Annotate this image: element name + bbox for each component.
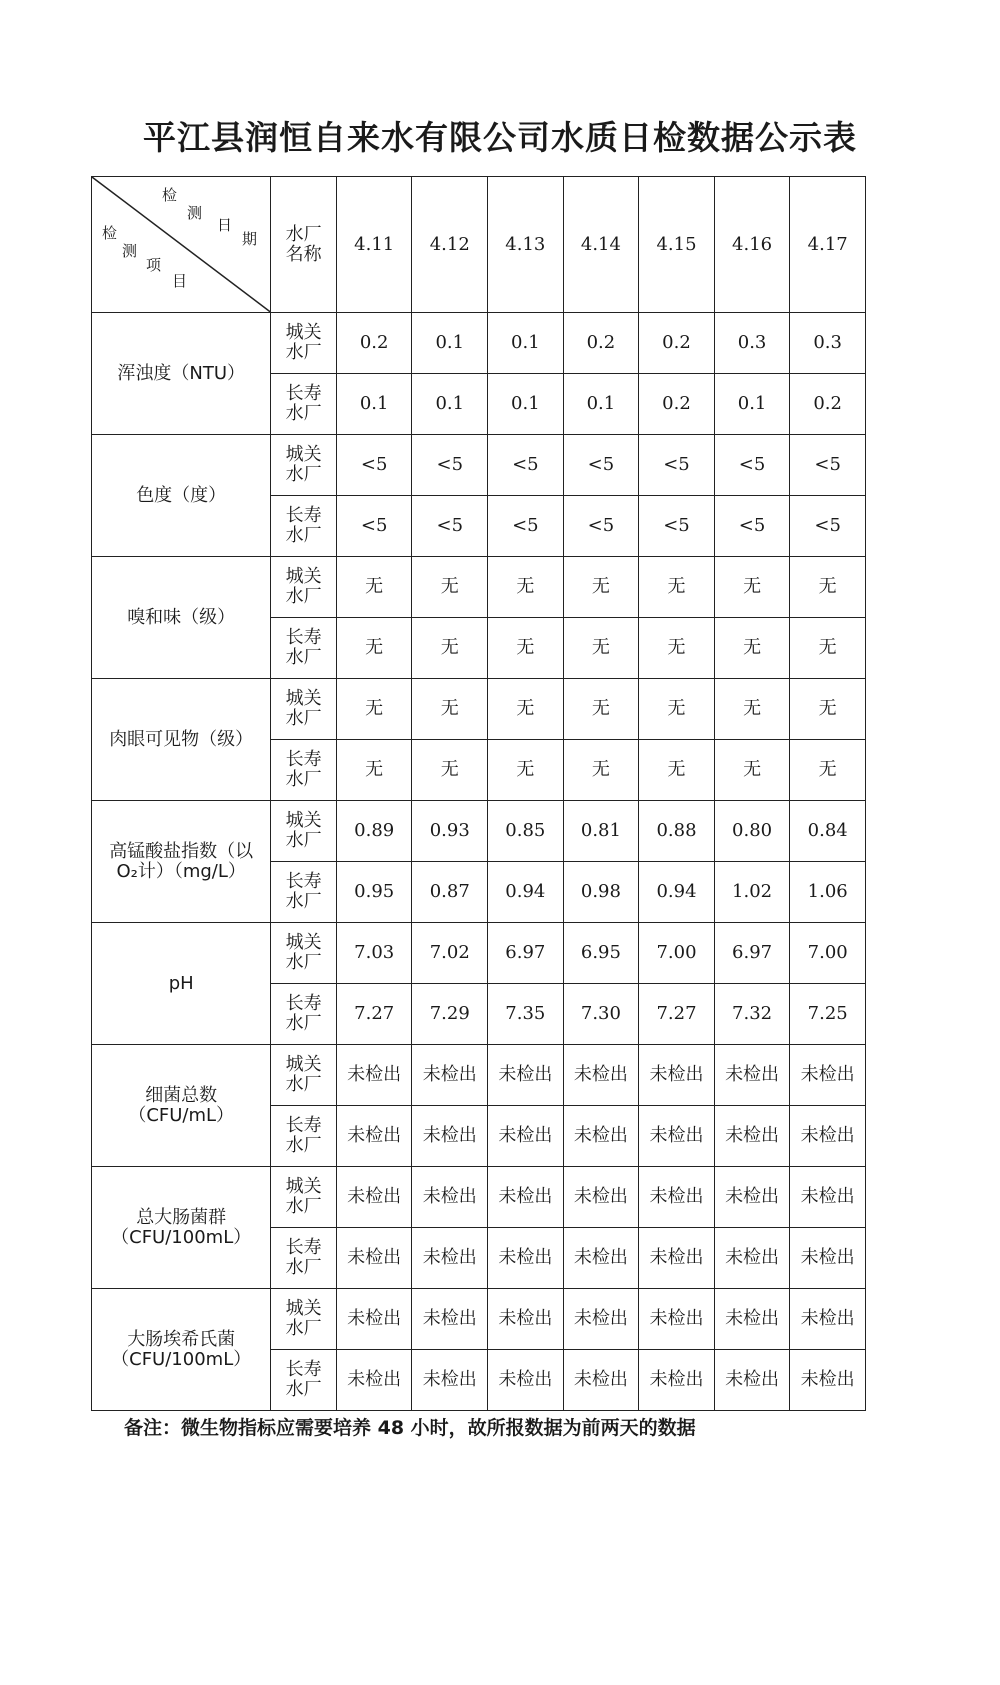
table-row	[92, 1045, 866, 1106]
footnote: 备注：微生物指标应需要培养 48 小时，故所报数据为前两天的数据	[124, 1417, 696, 1439]
value-cell: <5	[412, 435, 488, 496]
plant-name-line: 城关	[285, 322, 322, 344]
value-cell: 0.1	[488, 313, 564, 374]
plant-name-cell	[271, 557, 337, 618]
value-cell: 无	[412, 679, 488, 740]
value-cell: 未检出	[488, 1045, 564, 1106]
plant-name-line: 城关	[285, 444, 322, 466]
value-cell: 未检出	[412, 1106, 488, 1167]
value-cell: <5	[336, 435, 412, 496]
test-item-cell	[92, 923, 271, 1045]
plant-name-cell	[271, 1167, 337, 1228]
plant-name-line: 城关	[285, 1298, 322, 1320]
plant-name-cell	[271, 1350, 337, 1411]
plant-name-line: 水厂	[285, 464, 322, 485]
date-header: 4.11	[336, 177, 412, 313]
value-cell: 7.29	[412, 984, 488, 1045]
value-cell: 6.97	[488, 923, 564, 984]
plant-name-line: 水厂	[285, 1135, 322, 1156]
plant-name-line: 水厂	[285, 1013, 322, 1034]
diag-bottom-char: 检	[102, 224, 118, 242]
value-cell: 未检出	[790, 1106, 866, 1167]
value-cell: 无	[790, 557, 866, 618]
value-cell: 无	[336, 679, 412, 740]
plant-name-line: 长寿	[285, 505, 322, 527]
value-cell: 未检出	[563, 1228, 639, 1289]
value-cell: 未检出	[639, 1350, 715, 1411]
value-cell: 0.3	[790, 313, 866, 374]
value-cell: 0.1	[412, 313, 488, 374]
value-cell: 7.25	[790, 984, 866, 1045]
value-cell: 未检出	[488, 1167, 564, 1228]
value-cell: 未检出	[790, 1045, 866, 1106]
value-cell: <5	[488, 435, 564, 496]
value-cell: <5	[790, 435, 866, 496]
date-header: 4.14	[563, 177, 639, 313]
value-cell: 0.3	[714, 313, 790, 374]
plant-name-header-line2: 名称	[285, 243, 322, 265]
value-cell: 无	[336, 557, 412, 618]
plant-name-line: 水厂	[285, 403, 322, 424]
plant-name-line: 长寿	[285, 871, 322, 893]
value-cell: 7.35	[488, 984, 564, 1045]
value-cell: 0.2	[563, 313, 639, 374]
value-cell: 未检出	[714, 1045, 790, 1106]
plant-name-cell	[271, 923, 337, 984]
value-cell: 未检出	[563, 1289, 639, 1350]
plant-name-cell	[271, 1289, 337, 1350]
diag-bottom-char: 目	[172, 272, 188, 290]
test-item-name: pH	[168, 972, 194, 994]
diag-top-char: 期	[242, 230, 258, 248]
value-cell: 未检出	[488, 1228, 564, 1289]
value-cell: 无	[563, 618, 639, 679]
date-header: 4.17	[790, 177, 866, 313]
plant-name-line: 长寿	[285, 749, 322, 771]
test-item-cell	[92, 435, 271, 557]
plant-name-line: 城关	[285, 566, 322, 588]
value-cell: 7.27	[639, 984, 715, 1045]
plant-name-line: 长寿	[285, 1237, 322, 1259]
value-cell: 无	[563, 557, 639, 618]
plant-name-cell	[271, 374, 337, 435]
plant-name-line: 水厂	[285, 647, 322, 668]
value-cell: 无	[714, 740, 790, 801]
value-cell: 无	[790, 740, 866, 801]
plant-name-header	[271, 177, 337, 313]
value-cell: 7.02	[412, 923, 488, 984]
value-cell: 0.2	[639, 313, 715, 374]
value-cell: 未检出	[488, 1289, 564, 1350]
value-cell: 未检出	[563, 1106, 639, 1167]
value-cell: 7.00	[790, 923, 866, 984]
table-row	[92, 679, 866, 740]
test-item-unit: （CFU/100mL）	[111, 1226, 252, 1248]
table-row	[92, 435, 866, 496]
value-cell: 未检出	[563, 1350, 639, 1411]
plant-name-line: 水厂	[285, 586, 322, 607]
table-row	[92, 1167, 866, 1228]
test-item-cell	[92, 1167, 271, 1289]
diagonal-header-cell	[92, 177, 271, 313]
plant-name-line: 长寿	[285, 1359, 322, 1381]
plant-name-line: 长寿	[285, 1115, 322, 1137]
value-cell: 未检出	[639, 1228, 715, 1289]
value-cell: 未检出	[639, 1289, 715, 1350]
plant-name-line: 水厂	[285, 1318, 322, 1339]
value-cell: 无	[488, 679, 564, 740]
plant-name-line: 水厂	[285, 952, 322, 973]
value-cell: 未检出	[639, 1106, 715, 1167]
plant-name-cell	[271, 618, 337, 679]
value-cell: 0.85	[488, 801, 564, 862]
plant-name-line: 水厂	[285, 1379, 322, 1400]
value-cell: 未检出	[790, 1228, 866, 1289]
plant-name-cell	[271, 313, 337, 374]
date-header: 4.16	[714, 177, 790, 313]
diag-bottom-char: 测	[122, 242, 138, 260]
test-item-name: 浑浊度（NTU）	[117, 362, 246, 384]
value-cell: 未检出	[563, 1167, 639, 1228]
plant-name-cell	[271, 984, 337, 1045]
water-quality-table	[91, 176, 866, 1411]
value-cell: <5	[790, 496, 866, 557]
value-cell: 未检出	[336, 1289, 412, 1350]
value-cell: 无	[639, 740, 715, 801]
date-header: 4.15	[639, 177, 715, 313]
plant-name-line: 水厂	[285, 830, 322, 851]
plant-name-cell	[271, 801, 337, 862]
value-cell: 0.1	[563, 374, 639, 435]
value-cell: 6.95	[563, 923, 639, 984]
plant-name-line: 城关	[285, 1176, 322, 1198]
plant-name-line: 水厂	[285, 525, 322, 546]
diag-top-char: 日	[217, 216, 233, 234]
test-item-name: 色度（度）	[136, 484, 227, 506]
plant-name-line: 水厂	[285, 891, 322, 912]
value-cell: 无	[714, 679, 790, 740]
value-cell: 无	[563, 740, 639, 801]
test-item-cell	[92, 313, 271, 435]
date-header: 4.12	[412, 177, 488, 313]
test-item-cell	[92, 1045, 271, 1167]
table-row	[92, 557, 866, 618]
value-cell: <5	[488, 496, 564, 557]
test-item-cell	[92, 557, 271, 679]
value-cell: <5	[639, 435, 715, 496]
test-item-name: 高锰酸盐指数（以	[109, 840, 254, 862]
plant-name-cell	[271, 740, 337, 801]
value-cell: 未检出	[714, 1167, 790, 1228]
plant-name-header-line1: 水厂	[285, 223, 322, 245]
plant-name-line: 城关	[285, 688, 322, 710]
plant-name-cell	[271, 1228, 337, 1289]
value-cell: 无	[412, 557, 488, 618]
value-cell: 0.87	[412, 862, 488, 923]
test-item-name: 细菌总数	[145, 1084, 218, 1106]
diag-bottom-char: 项	[146, 256, 162, 274]
plant-name-cell	[271, 1045, 337, 1106]
value-cell: 0.1	[714, 374, 790, 435]
plant-name-line: 水厂	[285, 1074, 322, 1095]
value-cell: 7.27	[336, 984, 412, 1045]
value-cell: 无	[488, 618, 564, 679]
value-cell: 无	[488, 557, 564, 618]
value-cell: 7.00	[639, 923, 715, 984]
value-cell: 未检出	[790, 1289, 866, 1350]
value-cell: <5	[639, 496, 715, 557]
test-item-name: 大肠埃希氏菌	[127, 1328, 236, 1350]
value-cell: <5	[714, 496, 790, 557]
value-cell: 未检出	[563, 1045, 639, 1106]
value-cell: 1.06	[790, 862, 866, 923]
table-row	[92, 313, 866, 374]
value-cell: 未检出	[714, 1350, 790, 1411]
test-item-unit: （CFU/100mL）	[111, 1348, 252, 1370]
value-cell: <5	[563, 496, 639, 557]
table-row	[92, 801, 866, 862]
value-cell: 无	[639, 618, 715, 679]
value-cell: 无	[790, 618, 866, 679]
value-cell: 无	[790, 679, 866, 740]
value-cell: 无	[714, 557, 790, 618]
value-cell: 未检出	[412, 1228, 488, 1289]
value-cell: 无	[336, 618, 412, 679]
value-cell: 0.95	[336, 862, 412, 923]
value-cell: 未检出	[714, 1289, 790, 1350]
plant-name-line: 水厂	[285, 1196, 322, 1217]
value-cell: 0.89	[336, 801, 412, 862]
test-item-cell	[92, 679, 271, 801]
diag-top-char: 检	[162, 186, 178, 204]
value-cell: <5	[714, 435, 790, 496]
plant-name-cell	[271, 862, 337, 923]
value-cell: 0.98	[563, 862, 639, 923]
value-cell: 未检出	[412, 1045, 488, 1106]
value-cell: 0.2	[336, 313, 412, 374]
table-row	[92, 923, 866, 984]
value-cell: 未检出	[336, 1228, 412, 1289]
test-item-cell	[92, 1289, 271, 1411]
value-cell: 无	[412, 740, 488, 801]
value-cell: 未检出	[488, 1350, 564, 1411]
value-cell: 未检出	[790, 1350, 866, 1411]
test-item-name: 肉眼可见物（级）	[109, 728, 254, 750]
plant-name-cell	[271, 496, 337, 557]
page-title: 平江县润恒自来水有限公司水质日检数据公示表	[143, 118, 857, 157]
value-cell: 0.94	[488, 862, 564, 923]
value-cell: 7.32	[714, 984, 790, 1045]
plant-name-cell	[271, 1106, 337, 1167]
value-cell: 1.02	[714, 862, 790, 923]
value-cell: 无	[714, 618, 790, 679]
plant-name-line: 城关	[285, 1054, 322, 1076]
plant-name-cell	[271, 435, 337, 496]
value-cell: 未检出	[714, 1228, 790, 1289]
value-cell: 0.84	[790, 801, 866, 862]
plant-name-cell	[271, 679, 337, 740]
test-item-cell	[92, 801, 271, 923]
plant-name-line: 城关	[285, 932, 322, 954]
value-cell: 0.1	[488, 374, 564, 435]
value-cell: 0.80	[714, 801, 790, 862]
value-cell: 未检出	[336, 1106, 412, 1167]
value-cell: 0.88	[639, 801, 715, 862]
value-cell: <5	[563, 435, 639, 496]
value-cell: <5	[412, 496, 488, 557]
plant-name-line: 水厂	[285, 342, 322, 363]
plant-name-line: 水厂	[285, 769, 322, 790]
test-item-unit: O₂计）（mg/L）	[116, 860, 246, 882]
value-cell: 无	[639, 679, 715, 740]
table-row	[92, 1289, 866, 1350]
value-cell: 0.81	[563, 801, 639, 862]
value-cell: 未检出	[412, 1289, 488, 1350]
value-cell: 7.03	[336, 923, 412, 984]
value-cell: 6.97	[714, 923, 790, 984]
plant-name-line: 城关	[285, 810, 322, 832]
value-cell: 无	[639, 557, 715, 618]
plant-name-line: 长寿	[285, 627, 322, 649]
value-cell: 无	[336, 740, 412, 801]
value-cell: 7.30	[563, 984, 639, 1045]
value-cell: 0.93	[412, 801, 488, 862]
value-cell: 未检出	[639, 1167, 715, 1228]
value-cell: 未检出	[488, 1106, 564, 1167]
date-header: 4.13	[488, 177, 564, 313]
value-cell: 未检出	[336, 1045, 412, 1106]
value-cell: 0.2	[639, 374, 715, 435]
plant-name-line: 水厂	[285, 708, 322, 729]
value-cell: 未检出	[639, 1045, 715, 1106]
value-cell: 未检出	[336, 1167, 412, 1228]
diag-top-char: 测	[187, 204, 203, 222]
value-cell: 未检出	[412, 1167, 488, 1228]
value-cell: 未检出	[336, 1350, 412, 1411]
value-cell: 0.1	[336, 374, 412, 435]
value-cell: 未检出	[412, 1350, 488, 1411]
test-item-name: 总大肠菌群	[136, 1206, 227, 1228]
value-cell: 0.94	[639, 862, 715, 923]
plant-name-line: 长寿	[285, 993, 322, 1015]
value-cell: 0.2	[790, 374, 866, 435]
test-item-unit: （CFU/mL）	[128, 1104, 235, 1126]
value-cell: 未检出	[714, 1106, 790, 1167]
value-cell: <5	[336, 496, 412, 557]
value-cell: 0.1	[412, 374, 488, 435]
value-cell: 无	[488, 740, 564, 801]
value-cell: 未检出	[790, 1167, 866, 1228]
test-item-name: 嗅和味（级）	[127, 606, 236, 628]
value-cell: 无	[563, 679, 639, 740]
plant-name-line: 长寿	[285, 383, 322, 405]
plant-name-line: 水厂	[285, 1257, 322, 1278]
value-cell: 无	[412, 618, 488, 679]
